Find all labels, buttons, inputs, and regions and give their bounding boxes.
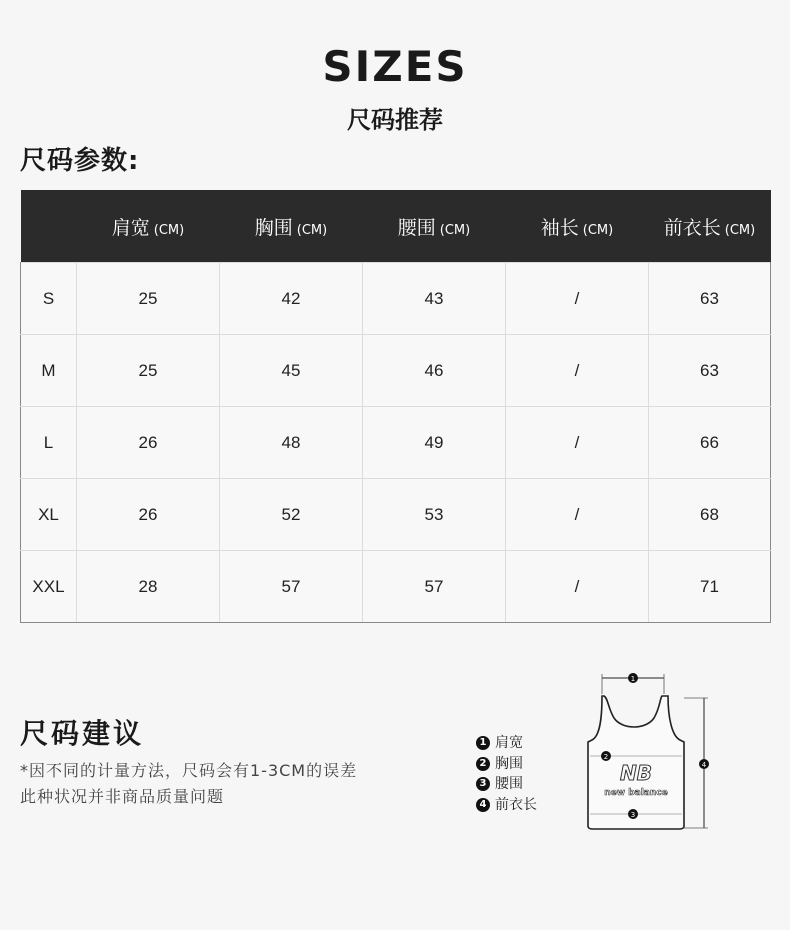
page-title-cn: 尺码推荐 bbox=[347, 106, 443, 134]
legend-number-icon: 4 bbox=[476, 798, 490, 812]
column-header-0 bbox=[21, 190, 77, 263]
measurement-cell: 71 bbox=[649, 551, 771, 623]
measurement-cell: 48 bbox=[220, 407, 363, 479]
table-row bbox=[21, 263, 771, 335]
svg-text:2: 2 bbox=[603, 753, 609, 761]
column-unit: (CM) bbox=[724, 222, 756, 238]
measurement-cell: 57 bbox=[363, 551, 506, 623]
column-unit: (CM) bbox=[296, 222, 328, 238]
brand-logo-text: new balance bbox=[604, 788, 668, 798]
size-label-cell: L bbox=[21, 407, 77, 479]
measurement-cell: / bbox=[506, 335, 649, 407]
measurement-cell: 53 bbox=[363, 479, 506, 551]
measurement-cell: 63 bbox=[649, 263, 771, 335]
table-header-row bbox=[21, 190, 771, 263]
measurement-cell: 26 bbox=[77, 407, 220, 479]
svg-text:3: 3 bbox=[630, 811, 636, 819]
measurement-cell: 42 bbox=[220, 263, 363, 335]
table-row bbox=[21, 407, 771, 479]
column-header-3 bbox=[363, 190, 506, 263]
column-label: 袖长 bbox=[540, 216, 579, 239]
table-row bbox=[21, 479, 771, 551]
size-label-cell: M bbox=[21, 335, 77, 407]
size-label-cell: S bbox=[21, 263, 77, 335]
size-label-cell: XXL bbox=[21, 551, 77, 623]
legend-item bbox=[476, 774, 537, 795]
measurement-legend bbox=[476, 733, 537, 815]
measurement-cell: 26 bbox=[77, 479, 220, 551]
svg-text:1: 1 bbox=[630, 675, 636, 683]
measurement-cell: 25 bbox=[77, 263, 220, 335]
measurement-cell: 28 bbox=[77, 551, 220, 623]
measurement-cell: / bbox=[506, 263, 649, 335]
measurement-cell: 49 bbox=[363, 407, 506, 479]
page-title-en: SIZES bbox=[322, 42, 468, 91]
legend-item bbox=[476, 733, 537, 754]
measurement-cell: 25 bbox=[77, 335, 220, 407]
measurement-cell: 68 bbox=[649, 479, 771, 551]
size-params-heading: 尺码参数: bbox=[20, 146, 140, 176]
advice-note-line-1: *因不同的计量方法，尺码会有1-3CM的误差 bbox=[20, 761, 358, 780]
table-body bbox=[21, 263, 771, 623]
column-header-5 bbox=[649, 190, 771, 263]
measurement-cell: / bbox=[506, 551, 649, 623]
svg-text:4: 4 bbox=[701, 761, 707, 769]
measurement-cell: 63 bbox=[649, 335, 771, 407]
measurement-cell: 45 bbox=[220, 335, 363, 407]
column-label: 胸围 bbox=[254, 216, 293, 239]
column-label: 腰围 bbox=[397, 216, 436, 239]
column-unit: (CM) bbox=[582, 222, 614, 238]
legend-item bbox=[476, 795, 537, 816]
measurement-cell: / bbox=[506, 407, 649, 479]
column-label: 前衣长 bbox=[663, 216, 721, 239]
column-label: 肩宽 bbox=[111, 216, 150, 239]
size-table bbox=[20, 190, 771, 623]
table-row bbox=[21, 335, 771, 407]
legend-number-icon: 1 bbox=[476, 736, 490, 750]
advice-note-line-2: 此种状况并非商品质量问题 bbox=[20, 787, 225, 806]
size-label-cell: XL bbox=[21, 479, 77, 551]
measurement-cell: 43 bbox=[363, 263, 506, 335]
column-header-4 bbox=[506, 190, 649, 263]
legend-number-icon: 3 bbox=[476, 777, 490, 791]
column-header-1 bbox=[77, 190, 220, 263]
measurement-cell: 46 bbox=[363, 335, 506, 407]
svg-text:NB: NB bbox=[620, 761, 652, 785]
legend-number-icon: 2 bbox=[476, 757, 490, 771]
table-row bbox=[21, 551, 771, 623]
size-advice-heading: 尺码建议 bbox=[20, 717, 145, 750]
column-unit: (CM) bbox=[153, 222, 185, 238]
vest-diagram bbox=[580, 668, 720, 838]
column-header-2 bbox=[220, 190, 363, 263]
legend-label: 胸围 bbox=[495, 755, 523, 772]
measurement-cell: 52 bbox=[220, 479, 363, 551]
size-advice-note bbox=[20, 758, 410, 810]
legend-label: 前衣长 bbox=[495, 796, 537, 813]
measurement-cell: / bbox=[506, 479, 649, 551]
measurement-cell: 66 bbox=[649, 407, 771, 479]
legend-label: 肩宽 bbox=[495, 735, 523, 751]
column-unit: (CM) bbox=[439, 222, 471, 238]
measurement-cell: 57 bbox=[220, 551, 363, 623]
legend-label: 腰围 bbox=[495, 776, 523, 792]
legend-item bbox=[476, 754, 537, 775]
